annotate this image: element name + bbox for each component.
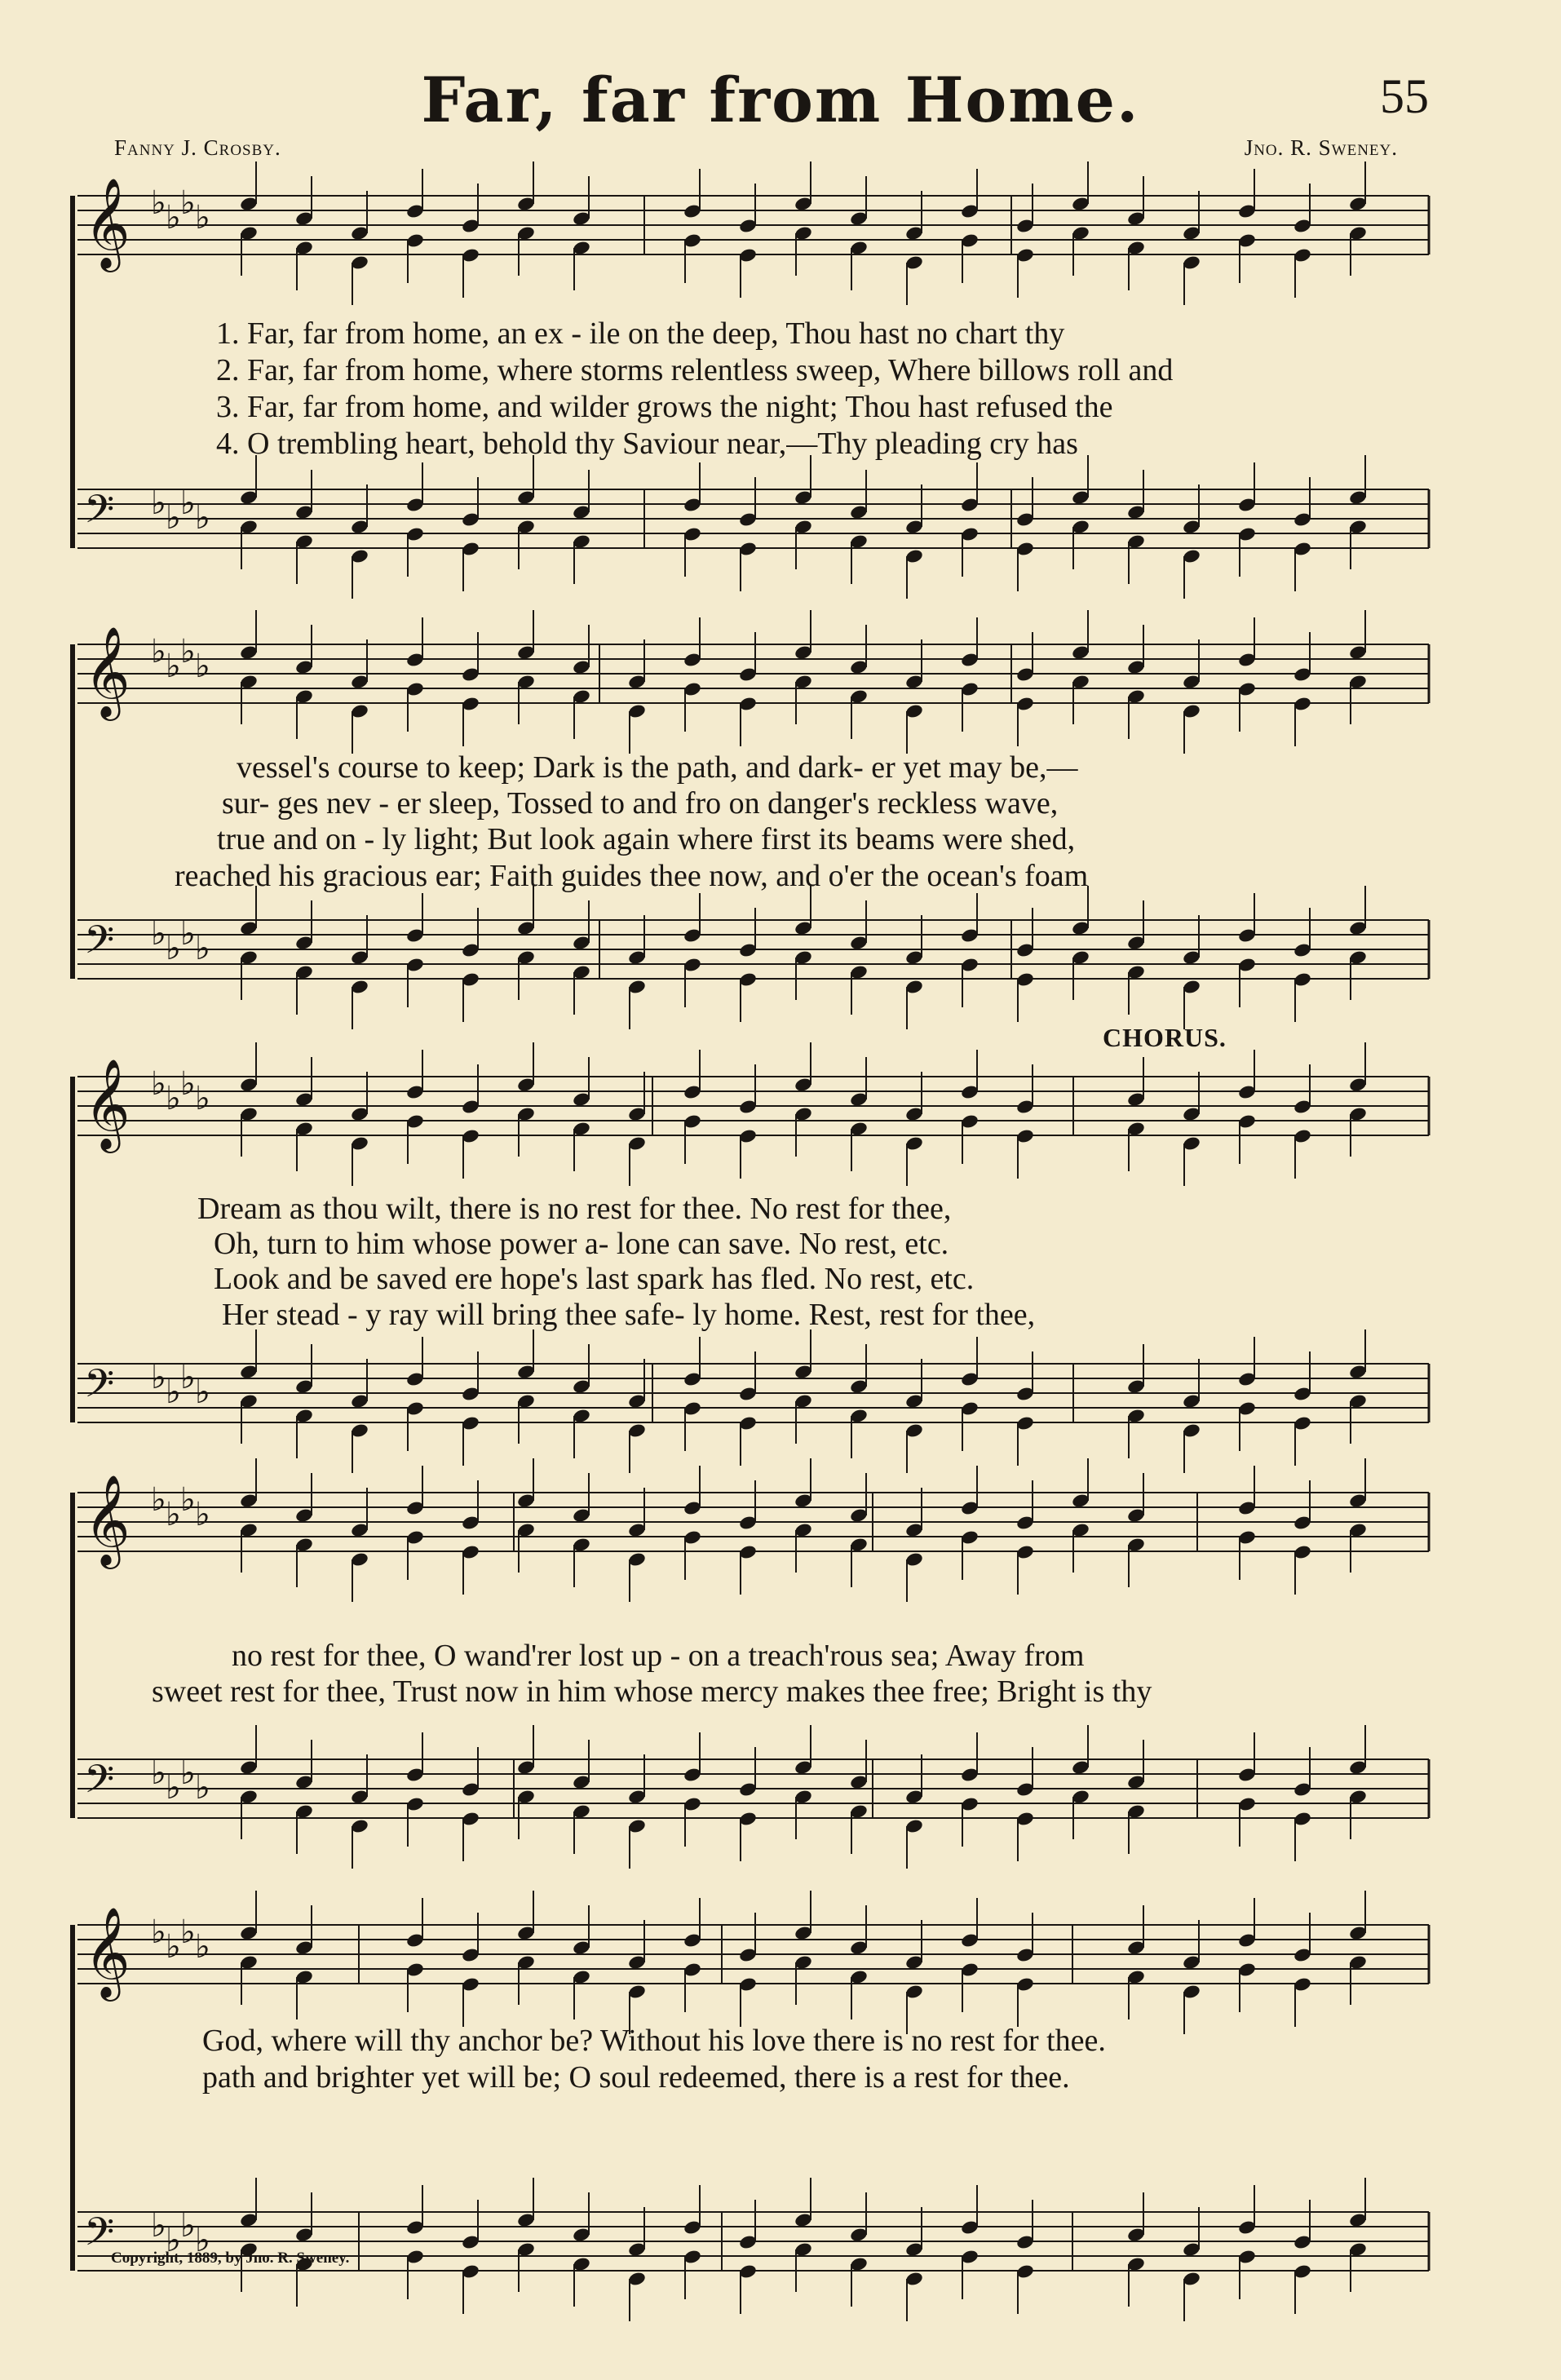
bass-clef-icon: 𝄢 — [84, 486, 115, 542]
flat-icon: ♭ — [166, 1496, 181, 1533]
chorus-label: CHORUS. — [1103, 1023, 1227, 1052]
flat-icon: ♭ — [151, 184, 166, 222]
lyric-line: 1. Far, far from home, an ex - ile on the deep, Thou hast no chart thy — [216, 316, 1065, 351]
flat-icon: ♭ — [195, 1928, 210, 1966]
treble-clef-icon: 𝄞 — [84, 177, 130, 268]
lyric-line: Oh, turn to him whose power a- lone can save. No rest, etc. — [214, 1227, 949, 1261]
treble-clef-icon: 𝄞 — [84, 626, 130, 717]
lyric-line: Her stead - y ray will bring thee safe- ly home. Rest, rest for thee, — [222, 1298, 1036, 1332]
treble-clef-icon: 𝄞 — [84, 1058, 130, 1149]
lyric-line: 3. Far, far from home, and wilder grows the night; Thou hast refused the — [216, 390, 1113, 424]
flat-icon: ♭ — [180, 1065, 196, 1103]
flat-icon: ♭ — [195, 199, 210, 237]
flat-icon: ♭ — [166, 1769, 181, 1807]
flat-icon: ♭ — [195, 1080, 210, 1117]
flat-icon: ♭ — [151, 915, 166, 953]
flat-icon: ♭ — [166, 2222, 181, 2259]
flat-icon: ♭ — [195, 930, 210, 967]
lyric-line: sweet rest for thee, Trust now in him whose mercy makes thee free; Bright is thy — [152, 1674, 1152, 1709]
flat-icon: ♭ — [180, 1913, 196, 1951]
flat-icon: ♭ — [180, 1481, 196, 1519]
flat-icon: ♭ — [166, 1374, 181, 1411]
flat-icon: ♭ — [195, 1496, 210, 1533]
flat-icon: ♭ — [166, 930, 181, 967]
lyric-line: true and on - ly light; But look again where first its beams were shed, — [217, 822, 1076, 856]
lyric-line: 2. Far, far from home, where storms relentless sweep, Where billows roll and — [216, 353, 1174, 387]
composer-credit: Jno. R. Sweney. — [1244, 135, 1398, 160]
lyric-line: reached his gracious ear; Faith guides thee now, and o'er the ocean's foam — [175, 859, 1089, 893]
copyright-notice: Copyright, 1889, by Jno. R. Sweney. — [111, 2249, 350, 2267]
page-number: 55 — [1380, 69, 1429, 123]
flat-icon: ♭ — [166, 1080, 181, 1117]
lyric-line: sur- ges nev - er sleep, Tossed to and fro on danger's reckless wave, — [222, 786, 1059, 821]
flat-icon: ♭ — [180, 633, 196, 670]
lyric-line: no rest for thee, O wand'rer lost up - on a treach'rous sea; Away from — [232, 1639, 1085, 1673]
treble-clef-icon: 𝄞 — [84, 1474, 130, 1565]
flat-icon: ♭ — [195, 499, 210, 537]
flat-icon: ♭ — [166, 648, 181, 685]
lyric-line: vessel's course to keep; Dark is the path, and dark- er yet may be,— — [237, 750, 1078, 785]
flat-icon: ♭ — [151, 1754, 166, 1792]
treble-clef-icon: 𝄞 — [84, 1906, 130, 1997]
bass-clef-icon: 𝄢 — [84, 2209, 115, 2264]
lyric-line: path and brighter yet will be; O soul redeemed, there is a rest for thee. — [202, 2060, 1070, 2095]
flat-icon: ♭ — [195, 648, 210, 685]
lyric-line: Dream as thou wilt, there is no rest for thee. No rest for thee, — [197, 1192, 952, 1226]
lyric-line: 4. O trembling heart, behold thy Saviour near,—Thy pleading cry has — [216, 427, 1078, 461]
flat-icon: ♭ — [166, 1928, 181, 1966]
lyric-line: Look and be saved ere hope's last spark has fled. No rest, etc. — [214, 1262, 975, 1296]
flat-icon: ♭ — [180, 1754, 196, 1792]
lyricist-credit: Fanny J. Crosby. — [114, 135, 281, 160]
flat-icon: ♭ — [180, 2207, 196, 2245]
flat-icon: ♭ — [195, 2222, 210, 2259]
flat-icon: ♭ — [195, 1769, 210, 1807]
flat-icon: ♭ — [166, 499, 181, 537]
flat-icon: ♭ — [151, 633, 166, 670]
flat-icon: ♭ — [180, 1359, 196, 1396]
flat-icon: ♭ — [151, 1359, 166, 1396]
bass-clef-icon: 𝄢 — [84, 1360, 115, 1416]
flat-icon: ♭ — [151, 2207, 166, 2245]
bass-clef-icon: 𝄢 — [84, 1756, 115, 1812]
bass-clef-icon: 𝄢 — [84, 917, 115, 972]
flat-icon: ♭ — [151, 1913, 166, 1951]
flat-icon: ♭ — [180, 484, 196, 522]
flat-icon: ♭ — [151, 1481, 166, 1519]
flat-icon: ♭ — [180, 915, 196, 953]
flat-icon: ♭ — [151, 1065, 166, 1103]
flat-icon: ♭ — [195, 1374, 210, 1411]
hymn-title: Far, far from Home. — [421, 64, 1140, 136]
flat-icon: ♭ — [151, 484, 166, 522]
lyric-line: God, where will thy anchor be? Without his love there is no rest for thee. — [202, 2024, 1106, 2058]
flat-icon: ♭ — [180, 184, 196, 222]
flat-icon: ♭ — [166, 199, 181, 237]
